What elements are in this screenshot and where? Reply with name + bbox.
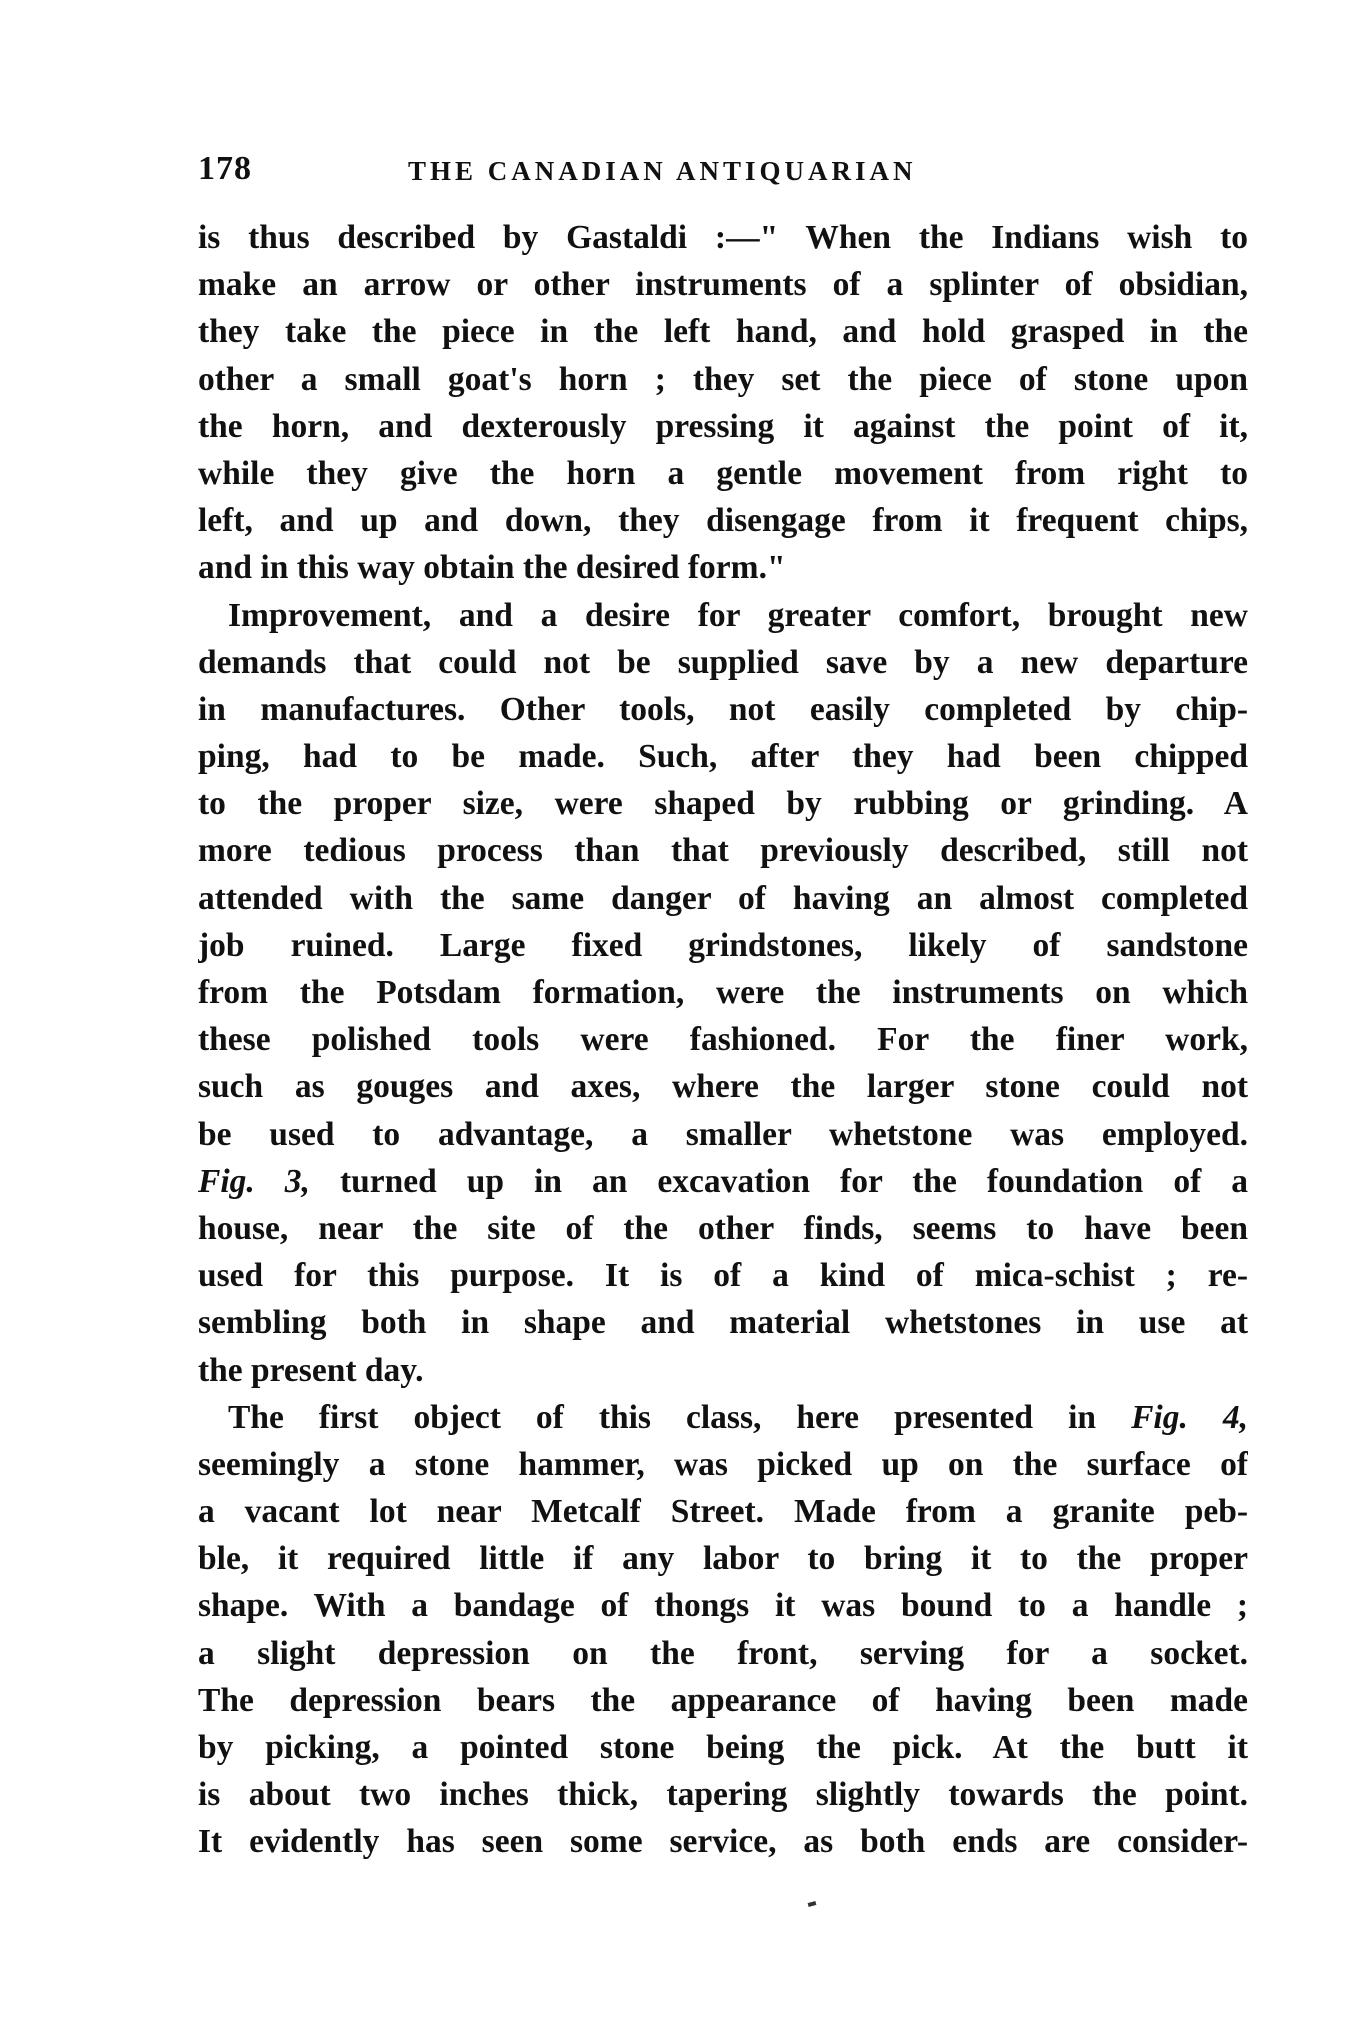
page-number: 178: [198, 150, 252, 187]
text-line: the present day.: [198, 1351, 424, 1389]
text-line: to the proper size, were shaped by rubbing or grinding. A: [198, 785, 1248, 823]
text-line: is about two inches thick, tapering slightly towards the point.: [198, 1776, 1248, 1814]
text-line: such as gouges and axes, where the larger stone could not: [198, 1068, 1248, 1106]
text-line: more tedious process than that previously described, still not: [198, 832, 1248, 870]
text-line: house, near the site of the other finds, seems to have been: [198, 1209, 1248, 1247]
text-line: the horn, and dexterously pressing it against the point of it,: [198, 407, 1248, 445]
text-line: used for this purpose. It is of a kind of mica-schist ; re-: [198, 1257, 1248, 1295]
text-line: demands that could not be supplied save by a new departure: [198, 643, 1248, 681]
text-line: make an arrow or other instruments of a splinter of obsidian,: [198, 266, 1248, 304]
text-line: attended with the same danger of having an almost completed: [198, 879, 1248, 917]
text-line: these polished tools were fashioned. For the finer work,: [198, 1021, 1248, 1059]
text-line: ble, it required little if any labor to bring it to the proper: [198, 1540, 1248, 1578]
text-line: while they give the horn a gentle movement from right to: [198, 454, 1248, 492]
text-line: they take the piece in the left hand, and hold grasped in the: [198, 313, 1248, 351]
text-line: other a small goat's horn ; they set the piece of stone upon: [198, 360, 1248, 398]
body-text: [198, 214, 1248, 1866]
text-line: shape. With a bandage of thongs it was bound to a handle ;: [198, 1587, 1248, 1625]
journal-title: THE CANADIAN ANTIQUARIAN: [408, 156, 917, 186]
paragraph-start-line-with-figure-ref: [198, 1394, 1248, 1441]
text-line: a vacant lot near Metcalf Street. Made from a granite peb-: [198, 1493, 1248, 1531]
text-line: ping, had to be made. Such, after they had been chipped: [198, 738, 1248, 776]
text-line: and in this way obtain the desired form.": [198, 549, 786, 587]
text-line: seemingly a stone hammer, was picked up on the surface of: [198, 1445, 1248, 1483]
text-line: from the Potsdam formation, were the instruments on which: [198, 974, 1248, 1011]
text-line: left, and up and down, they disengage from it frequent chips,: [198, 502, 1248, 540]
text-line: in manufactures. Other tools, not easily completed by chip-: [198, 690, 1248, 728]
text-line: is thus described by Gastaldi :—" When the Indians wish to: [198, 219, 1248, 256]
text-line-with-figure-ref: [198, 1158, 1248, 1205]
text-line-content: turned up in an excavation for the foundation of a: [339, 1162, 1248, 1200]
figure-reference: Fig. 3,: [198, 1162, 310, 1200]
text-line: by picking, a pointed stone being the pick. At the butt it: [198, 1729, 1248, 1766]
text-line-content: The first object of this class, here presented in: [228, 1398, 1097, 1436]
text-line: a slight depression on the front, serving for a socket.: [198, 1634, 1248, 1672]
running-head: [198, 150, 1248, 200]
print-speck: [808, 1901, 817, 1907]
text-line: The depression bears the appearance of having been made: [198, 1681, 1248, 1719]
text-line: sembling both in shape and material whetstones in use at: [198, 1304, 1248, 1342]
text-line: job ruined. Large fixed grindstones, likely of sandstone: [198, 926, 1248, 964]
text-line: It evidently has seen some service, as both ends are consider-: [198, 1823, 1248, 1861]
figure-reference: Fig. 4,: [1131, 1398, 1248, 1436]
paragraph-start-line: Improvement, and a desire for greater comfort, brought new: [228, 596, 1248, 634]
text-line: be used to advantage, a smaller whetstone was employed.: [198, 1115, 1248, 1153]
